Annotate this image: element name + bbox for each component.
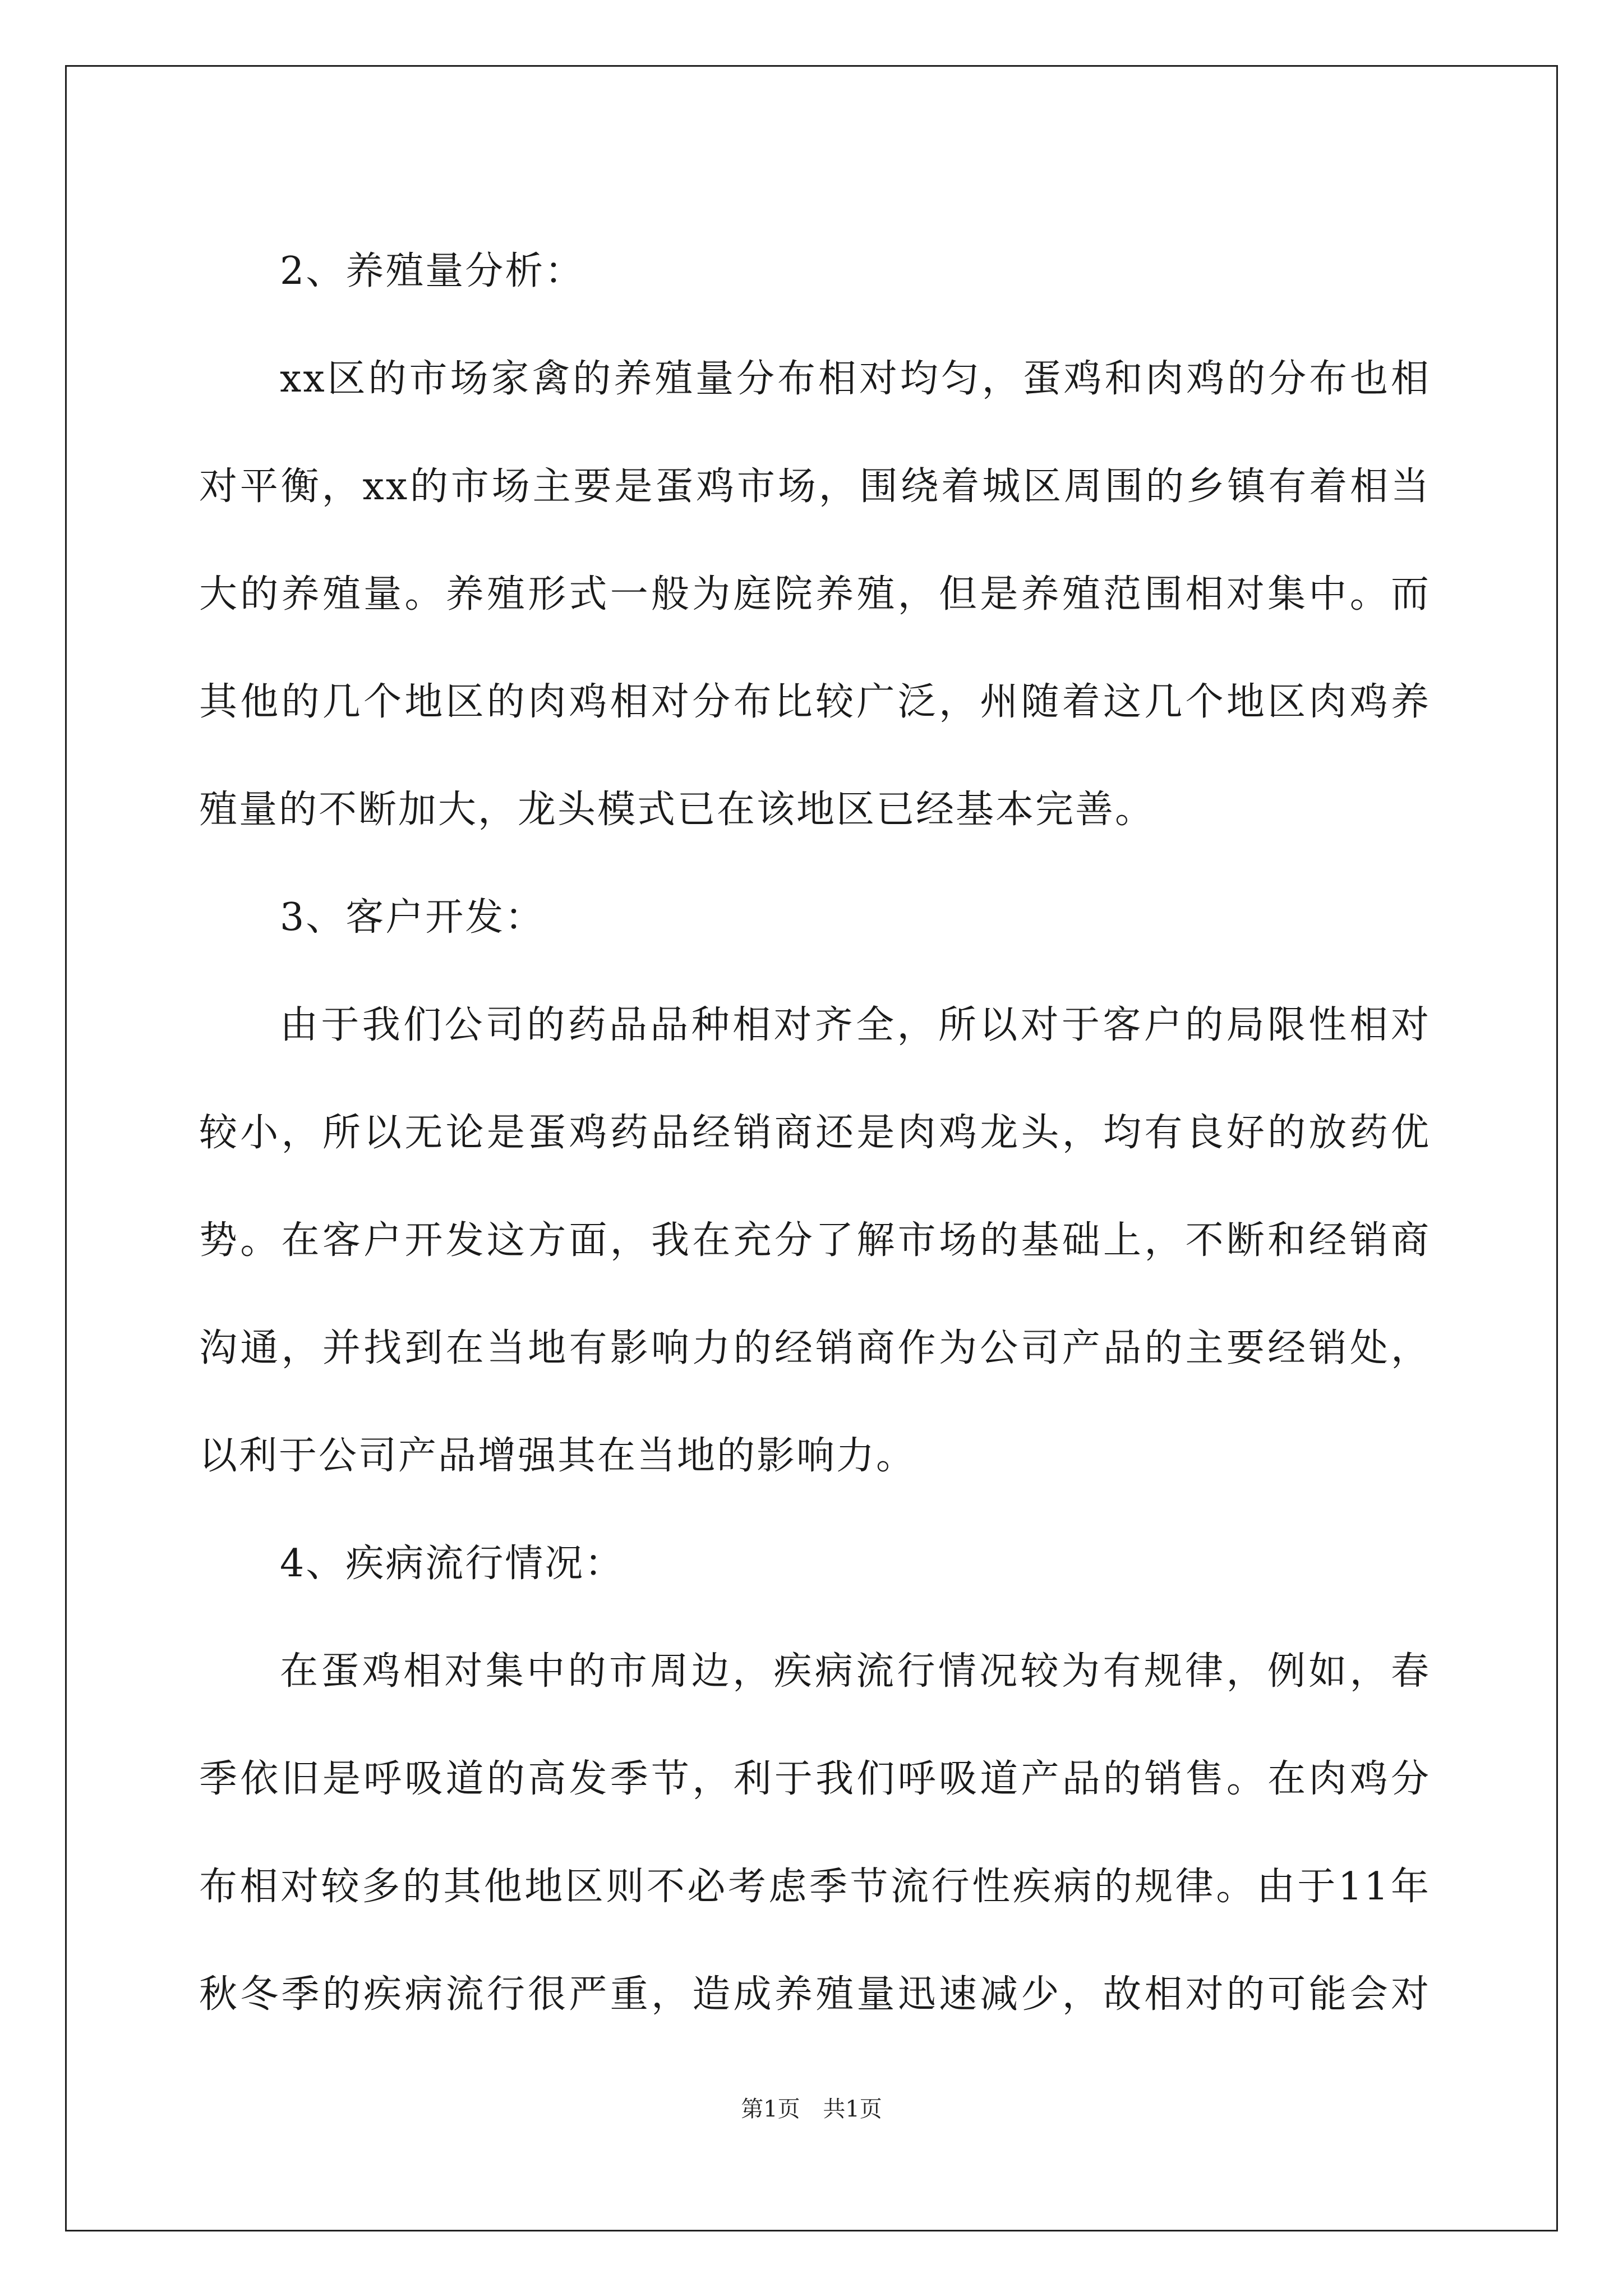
text-line-14: 在蛋鸡相对集中的市周边，疾病流行情况较为有规律，例如，春: [280, 1649, 1431, 1694]
page-number-current: 第1页: [741, 2096, 800, 2122]
text-line-5: 其他的几个地区的肉鸡相对分布比较广泛，州随着这几个地区肉鸡养: [199, 680, 1431, 724]
text-line-13: 4、疾病流行情况：: [280, 1542, 625, 1586]
text-line-8: 由于我们公司的药品品种相对齐全，所以对于客户的局限性相对: [280, 1003, 1431, 1047]
text-line-6: 殖量的不断加大，龙头模式已在该地区已经基本完善。: [199, 788, 1155, 832]
text-line-17: 秋冬季的疾病流行很严重，造成养殖量迅速减少，故相对的可能会对: [199, 1972, 1431, 2017]
text-line-1: 2、养殖量分析：: [280, 249, 585, 293]
text-line-12: 以利于公司产品增强其在当地的影响力。: [199, 1434, 916, 1478]
document-body: [199, 218, 1431, 2049]
text-line-15: 季依旧是呼吸道的高发季节，利于我们呼吸道产品的销售。在肉鸡分: [199, 1757, 1431, 1801]
page-footer: [0, 2095, 1623, 2123]
text-line-10: 势。在客户开发这方面，我在充分了解市场的基础上，不断和经销商: [199, 1218, 1431, 1263]
text-line-2: xx区的市场家禽的养殖量分布相对均匀，蛋鸡和肉鸡的分布也相: [280, 357, 1431, 401]
page-number-total: 共1页: [823, 2096, 882, 2122]
text-line-3: 对平衡，xx的市场主要是蛋鸡市场，围绕着城区周围的乡镇有着相当: [199, 464, 1431, 509]
text-line-16: 布相对较多的其他地区则不必考虑季节流行性疾病的规律。由于11年: [199, 1865, 1431, 1909]
text-line-4: 大的养殖量。养殖形式一般为庭院养殖，但是养殖范围相对集中。而: [199, 572, 1431, 616]
text-line-7: 3、客户开发：: [280, 895, 545, 940]
text-line-9: 较小，所以无论是蛋鸡药品经销商还是肉鸡龙头，均有良好的放药优: [199, 1111, 1431, 1155]
text-line-11: 沟通，并找到在当地有影响力的经销商作为公司产品的主要经销处，: [199, 1326, 1431, 1370]
